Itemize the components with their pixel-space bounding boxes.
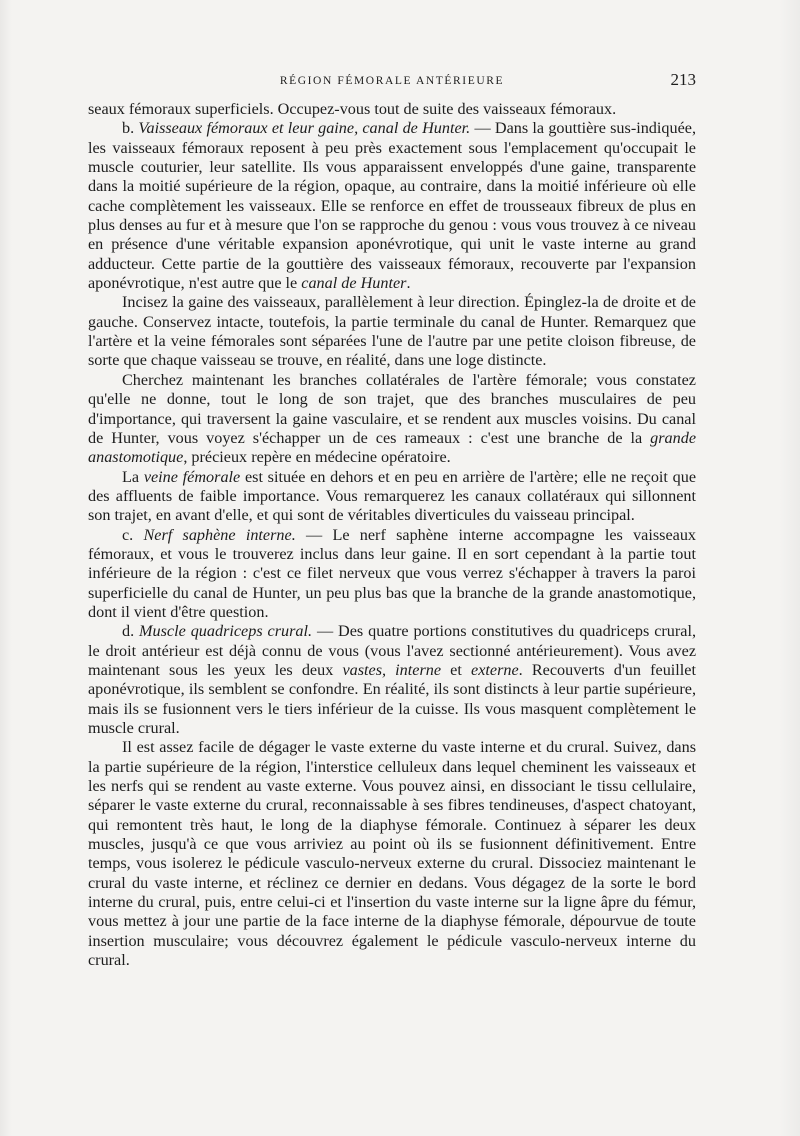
paragraph-3-text: Incisez la gaine des vaisseaux, parallèlement à leur direction. Épinglez-la de droite et de gauche. Conservez intacte, toutefois, la partie terminale du canal de Hunter. Remarquez que l'artère et la veine fémorales sont séparées l'une de l'autre par une petite cloison fibreuse, de sorte que chaque vaisseau se trouve, en réalité, dans une loge distincte. [88,293,696,370]
paragraph-8-text: Il est assez facile de dégager le vaste externe du vaste interne et du crural. Suivez, dans la partie supérieure de la région, l'interstice celluleux dans lequel cheminent les vaisseaux et les nerfs qui se rendent au vaste externe. Vous pouvez ainsi, en dissociant le tissu cellulaire, séparer le vaste externe du crural, reconnaissable à ses fibres tendineuses, d'aspect chatoyant, qui remontent très haut, le long de la diaphyse fémorale. Continuez à séparer les deux muscles, jusqu'à ce que vous arriviez au point où ils se fusionnent définitivement. Entre temps, vous isolerez le pédicule vasculo-nerveux externe du crural. Dissociez maintenant le crural du vaste interne, et réclinez ce dernier en dedans. Vous dégagez de la sorte le bord interne du crural, puis, entre celui-ci et l'insertion du vaste interne sur la ligne âpre du fémur, vous mettez à jour une partie de la face interne de la diaphyse fémorale, dépourvue de toute insertion musculaire; vous découvrez également le pédicule vasculo-nerveux interne du crural. [88,738,696,970]
paragraph-6-nerf [88,526,696,623]
paragraph-2-vaisseaux [88,119,696,293]
section-label-c: c. [122,525,134,544]
body-text [88,100,696,970]
section-heading-vaisseaux: Vaisseaux fémoraux et leur gaine, canal de Hunter. [138,119,471,138]
paragraph-7-muscle [88,622,696,738]
paragraph-7-text-mid: et [441,660,472,679]
paragraph-7-italic-2: externe [471,660,519,679]
paragraph-4-text-before: Cherchez maintenant les branches collatérales de l'artère fémorale; vous constatez qu'elle ne donne, tout le long de son trajet, que des branches musculaires de peu d'importance, qui traversent la gaine vasculaire, et se rendent aux muscles voisins. Du canal de Hunter, vous voyez s'échapper un de ces rameaux : c'est une branche de la [88,370,696,447]
paragraph-2-text: — Dans la gouttière sus-indiquée, les vaisseaux fémoraux reposent à peu près exactement sous l'emplacement qu'occupait le muscle couturier, leur satellite. Ils vous apparaissent enveloppés d'une gaine, transparente dans la moitié supérieure de la région, opaque, au contraire, dans la moitié inférieure où elle cache complètement les vaisseaux. Elle se renforce en effet de trousseaux fibreux de plus en plus denses au fur et à mesure que l'on se rapproche du genou : vous vous trouvez à ce niveau en présence d'une véritable expansion aponévrotique, qui unit le vaste interne au grand adducteur. Cette partie de la gouttière des vaisseaux fémoraux, recouverte par l'expansion aponévrotique, n'est autre que le [88,119,696,293]
paragraph-7-italic-1: vastes, interne [342,660,442,679]
paragraph-4-text-after: , précieux repère en médecine opératoire. [183,448,451,467]
paragraph-4 [88,371,696,468]
paragraph-6-text: — Le nerf saphène interne accompagne les vaisseaux fémoraux, et vous le trouverez inclus dans leur gaine. Il en sort cependant à la partie tout inférieure de la région : c'est ce filet nerveux que vous verrez s'échapper à travers la paroi superficielle du canal de Hunter, un peu plus bas que la branche de la grande anastomotique, dont il vient d'être question. [88,525,697,621]
paragraph-4-italic: grande anastomotique [88,428,696,467]
section-label-b: b. [122,119,135,138]
running-head: RÉGION FÉMORALE ANTÉRIEURE [279,75,505,87]
paragraph-5 [88,468,696,526]
paragraph-2-end: . [406,274,411,293]
section-heading-muscle: Muscle quadriceps crural. [139,622,313,641]
paragraph-1-text: seaux fémoraux superficiels. Occupez-vous tout de suite des vaisseaux fémoraux. [88,100,617,118]
paragraph-2-italic-end: canal de Hunter [301,274,407,293]
section-label-d: d. [122,622,135,641]
page-header [88,70,696,90]
paragraph-5-text-before: La [122,467,144,486]
paragraph-7-text-after: . Recouverts d'un feuillet aponévrotique, ils semblent se confondre. En réalité, ils sont distincts à leur partie supérieure, mais ils se fusionnent vers le tiers inférieur de la cuisse. Ils vous masquent complètement le muscle crural. [88,660,696,737]
paragraph-7-text-before: — Des quatre portions constitutives du quadriceps crural, le droit antérieur est déjà connu de vous (vous l'avez sectionné antérieurement). Vous avez maintenant sous les yeux les deux [88,622,697,679]
page-number: 213 [670,70,696,89]
paragraph-1 [88,100,696,119]
paragraph-5-text-after: est située en dehors et en peu en arrière de l'artère; elle ne reçoit que des affluents de faible importance. Vous remarquerez les canaux collatéraux qui sillonnent son trajet, en avant d'elle, et qui sont de véritables diverticules du vaisseau principal. [88,467,697,525]
paragraph-5-italic: veine fémorale [143,467,241,486]
paragraph-8 [88,738,696,970]
paragraph-3 [88,293,696,370]
section-heading-nerf: Nerf saphène interne. [143,525,296,544]
